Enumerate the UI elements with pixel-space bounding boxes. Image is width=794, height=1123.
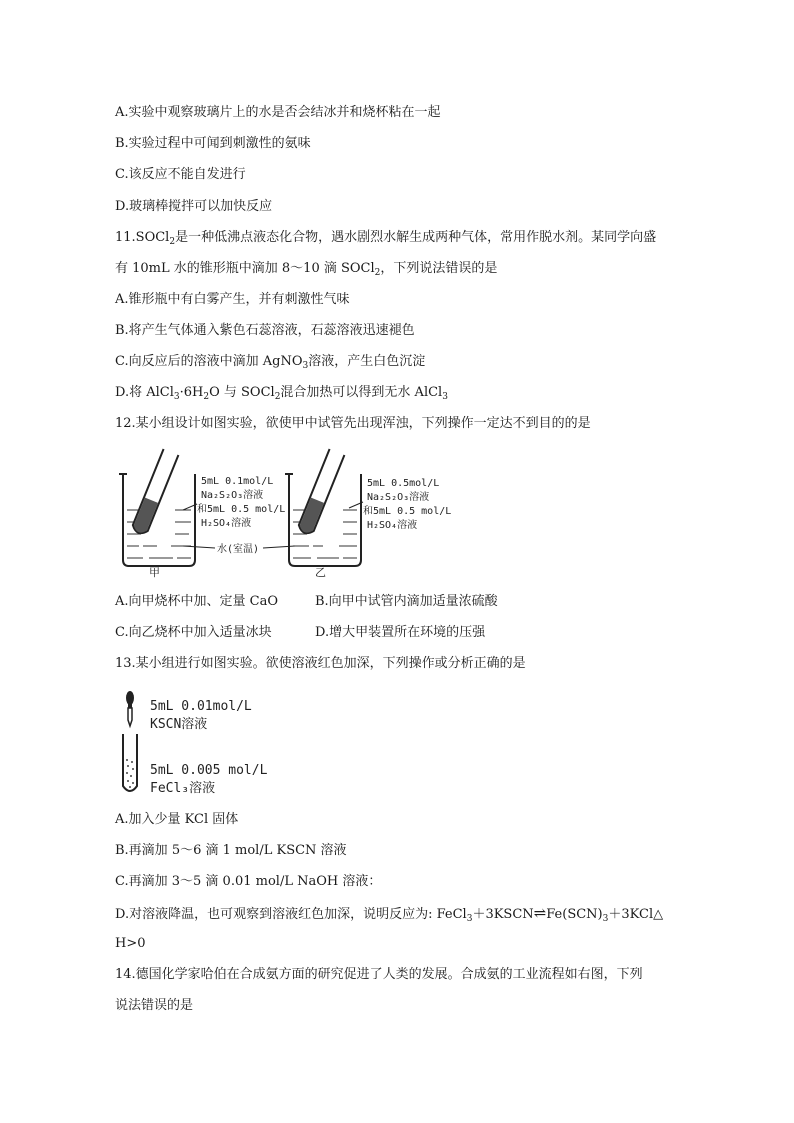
q14-stem-line1: 14.德国化学家哈伯在合成氨方面的研究促进了人类的发展。合成氨的工业流程如右图，下列 (115, 967, 643, 982)
q12-option-c: C.向乙烧杯中加入适量冰块 (115, 625, 272, 640)
q10-option-b: B.实验过程中可闻到刺激性的氨味 (115, 136, 311, 151)
q14-stem-line2: 说法错误的是 (115, 998, 194, 1013)
fecl3-label-1: 5mL 0.005 mol/L (150, 763, 268, 778)
q11-stem-line1: 11.SOCl$_2$是一种低沸点液态化合物，遇水剧烈水解生成两种气体，常用作脱水剂。某同学向盛 (115, 230, 657, 247)
q13-option-c: C.再滴加 3～5 滴 0.01 mol/L NaOH 溶液： (115, 874, 382, 889)
water-label: 水(室温) (217, 544, 260, 555)
yi-caption: 乙 (315, 566, 326, 578)
test-tube-yi (297, 449, 344, 536)
q10-option-d: D.玻璃棒搅拌可以加快反应 (115, 199, 273, 214)
q11-option-d: D.将 $AlCl_3\cdot 6H_2O$ 与 SOCl$_2$混合加热可以得到无水 AlCl$_3$ (115, 385, 448, 402)
yi-label-1: 5mL 0.5mol/L (367, 478, 440, 489)
yi-label-2: Na₂S₂O₃溶液 (367, 492, 430, 503)
q12-stem: 12.某小组设计如图实验，欲使甲中试管先出现浑浊，下列操作一定达不到目的的是 (115, 416, 591, 431)
dropper-icon (126, 691, 134, 726)
ksc-label-2: KSCN溶液 (150, 717, 208, 732)
q10-option-c: C.该反应不能自发进行 (115, 167, 246, 182)
jia-label-1: 5mL 0.1mol/L (201, 476, 274, 487)
q12-option-a: A.向甲烧杯中加、定量 CaO (115, 594, 279, 609)
q13-test-tube-figure (118, 686, 288, 798)
q11-option-b: B.将产生气体通入紫色石蕊溶液，石蕊溶液迅速褪色 (115, 323, 415, 338)
q13-option-b: B.再滴加 5～6 滴 1 mol/L KSCN 溶液 (115, 843, 347, 858)
equilibrium-arrow-icon: ⇌ (533, 904, 547, 922)
q12-option-d: D.增大甲装置所在环境的压强 (315, 625, 486, 640)
q13-option-d: D.对溶液降温，也可观察到溶液红色加深，说明反应为: $FeCl_3+3KSCN\rightleftharpoons Fe(SCN)_3+3KCl\triangle$ (115, 904, 664, 924)
q12-beaker-figure (113, 448, 483, 578)
q10-option-a: A.实验中观察玻璃片上的水是否会结冰并和烧杯粘在一起 (115, 105, 441, 120)
jia-label-4: H₂SO₄溶液 (201, 518, 252, 529)
ksc-label-1: 5mL 0.01mol/L (150, 699, 252, 714)
q13-stem: 13.某小组进行如图实验。欲使溶液红色加深，下列操作或分析正确的是 (115, 656, 526, 671)
q11-option-c: C.向反应后的溶液中滴加 AgNO$_3$溶液，产生白色沉淀 (115, 354, 426, 371)
q13-option-d-line2: H>0 (115, 936, 146, 951)
yi-label-3: 和5mL 0.5 mol/L (363, 506, 452, 517)
test-tube (123, 734, 137, 791)
jia-caption: 甲 (149, 566, 160, 578)
q11-stem-line2: 有 10mL 水的锥形瓶中滴加 8～10 滴 SOCl$_2$，下列说法错误的是 (115, 261, 498, 278)
q12-option-b: B.向甲中试管内滴加适量浓硫酸 (315, 594, 498, 609)
q11-option-a: A.锥形瓶中有白雾产生，并有刺激性气味 (115, 292, 350, 307)
test-tube-jia (131, 449, 178, 536)
jia-label-3: 和5mL 0.5 mol/L (197, 504, 286, 515)
yi-label-4: H₂SO₄溶液 (367, 520, 418, 531)
q13-option-a: A.加入少量 KCl 固体 (115, 812, 239, 827)
jia-label-2: Na₂S₂O₃溶液 (201, 490, 264, 501)
fecl3-label-2: FeCl₃溶液 (150, 781, 216, 796)
